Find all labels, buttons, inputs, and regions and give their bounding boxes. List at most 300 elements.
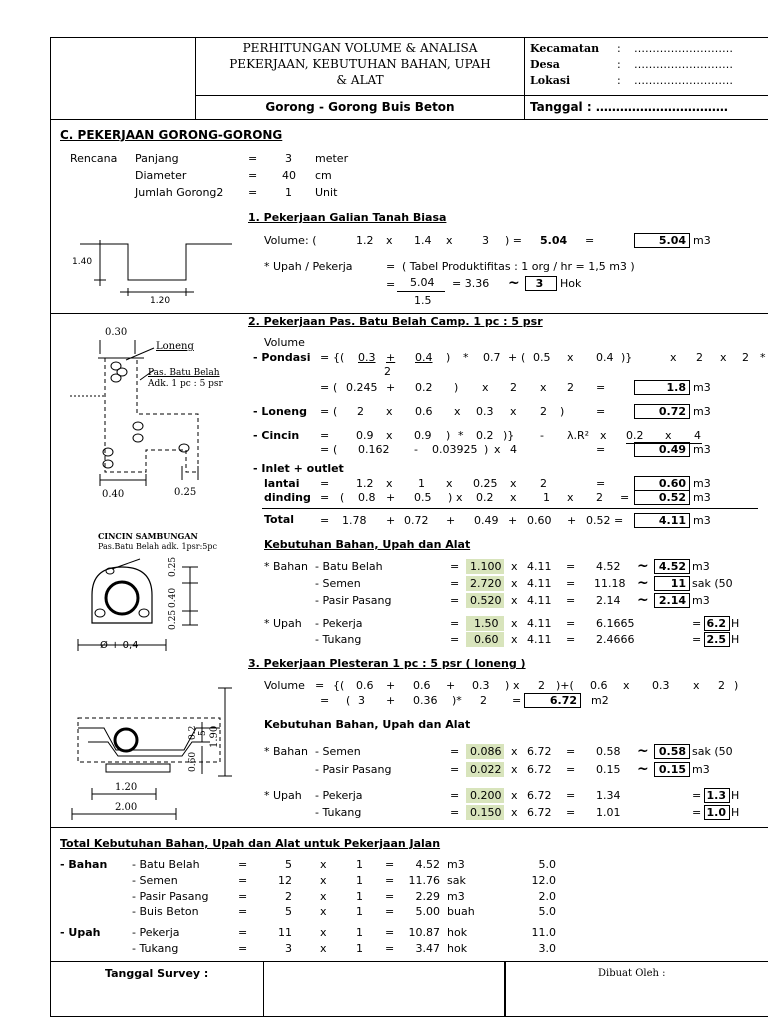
cell: 1 — [543, 491, 550, 504]
cell: - Batu Belah — [315, 560, 383, 573]
unit: Hok — [560, 277, 582, 290]
cell: + — [386, 491, 396, 504]
s1-tabel: ( Tabel Produktifitas : 1 org / hr = 1,5 m3 ) — [402, 260, 635, 273]
cell: 0.022 — [470, 763, 502, 776]
cell: 0.3 — [472, 679, 490, 692]
cell: 0.60 — [474, 633, 499, 646]
cell: x — [665, 429, 672, 442]
result-box: 2.5 — [704, 632, 730, 647]
s1-hok-box: 3 — [525, 276, 557, 291]
title-line-3: & ALAT — [336, 73, 384, 87]
lantai-result: 0.60 — [634, 476, 690, 491]
cell: = — [566, 560, 576, 573]
cell: 2 — [480, 694, 487, 707]
cell: x — [623, 679, 630, 692]
cell: 10.87 — [408, 926, 440, 939]
cell: 1.50 — [474, 617, 499, 630]
rencana-name: Panjang — [135, 152, 179, 165]
cell: + — [508, 514, 518, 527]
cell: ( — [333, 381, 338, 394]
cell: 3 — [482, 234, 489, 247]
cell: - Buis Beton — [132, 905, 199, 918]
desa-value[interactable]: ……………………… — [634, 58, 733, 71]
cell: {( — [333, 679, 345, 692]
eq: = — [248, 186, 258, 199]
dim-label: 0.2 — [188, 725, 198, 740]
dim-label: 0.25 — [174, 487, 197, 498]
cell: = — [566, 789, 576, 802]
cell: 12 — [278, 874, 292, 887]
rencana-name: Jumlah Gorong2 — [135, 186, 224, 199]
lokasi-value[interactable]: ……………………… — [634, 74, 733, 87]
cell: ) = — [505, 234, 523, 247]
cell: = — [450, 560, 460, 573]
cell: - — [540, 429, 544, 442]
cell: 0.6 — [415, 405, 433, 418]
rencana-unit: Unit — [315, 186, 338, 199]
cell: = — [315, 679, 325, 692]
cell: 4.11 — [527, 594, 552, 607]
cell: 6.1665 — [596, 617, 635, 630]
cell: = — [512, 694, 522, 707]
cell: )} — [503, 429, 515, 442]
cell: 5.00 — [415, 905, 440, 918]
cell: = — [320, 491, 330, 504]
cell: - Semen — [315, 577, 361, 590]
cell: 6.72 — [527, 745, 552, 758]
result-box: 0.15 — [654, 762, 690, 777]
cell: x — [511, 806, 518, 819]
cell: 0.086 — [470, 745, 502, 758]
cell: 11.0 — [531, 926, 556, 939]
cell: x — [446, 234, 453, 247]
dim-label: 1.90 — [209, 725, 220, 748]
cell: 1 — [356, 890, 363, 903]
colon: : — [617, 74, 621, 87]
row-label: dinding — [264, 491, 311, 504]
cell: 1.2 — [356, 477, 374, 490]
cell: 0.7 — [483, 351, 501, 364]
cell: 0.58 — [596, 745, 621, 758]
cell: 0.6 — [413, 679, 431, 692]
cell: ( — [333, 443, 338, 456]
cell: 4.11 — [527, 560, 552, 573]
cell: x — [511, 633, 518, 646]
cell: 1 — [356, 858, 363, 871]
row-label: lantai — [264, 477, 300, 490]
desa-label: Desa — [530, 58, 560, 71]
cell: ( — [346, 694, 351, 707]
dinding-result: 0.52 — [634, 490, 690, 505]
cell: x — [386, 429, 393, 442]
cell: x — [482, 381, 489, 394]
result-box: 6.2 — [704, 616, 730, 631]
tilde: ~ — [637, 575, 649, 591]
cell: ) — [446, 351, 451, 364]
total-bahan-label: - Bahan — [60, 858, 108, 871]
cell: hok — [447, 942, 468, 955]
cell: 2 — [718, 679, 725, 692]
dim-label: 0.60 — [188, 751, 198, 772]
cell: 0.25 — [473, 477, 498, 490]
cell: 3 — [358, 694, 365, 707]
cell: = — [692, 806, 702, 819]
cell: 4.11 — [527, 577, 552, 590]
cell: 1.2 — [356, 234, 374, 247]
result-box: 2.14 — [654, 593, 690, 608]
dim-label: 0.30 — [105, 327, 128, 338]
cell: x — [600, 429, 607, 442]
tilde: ~ — [637, 558, 649, 574]
dim-label: 0.40 — [168, 587, 178, 608]
cell: x — [511, 560, 518, 573]
cell: = — [692, 633, 702, 646]
cell: - — [414, 443, 418, 456]
unit: sak (50 — [692, 577, 733, 590]
cell: sak — [447, 874, 466, 887]
cell: Volume — [264, 234, 305, 247]
cell: 12.0 — [531, 874, 556, 887]
cell: Volume — [264, 679, 305, 692]
cell: + — [446, 514, 456, 527]
cell: ) — [484, 443, 489, 456]
cell: = — [450, 577, 460, 590]
cell: 1.01 — [596, 806, 621, 819]
upah-label: * Upah — [264, 789, 302, 802]
row-label: Total — [264, 513, 295, 526]
cell: x — [567, 491, 574, 504]
unit: m3 — [693, 443, 711, 456]
cell: = — [566, 617, 576, 630]
cell: x — [511, 577, 518, 590]
cell: = — [566, 745, 576, 758]
row-label: - Inlet + outlet — [253, 462, 344, 475]
cell: 0.3 — [358, 351, 376, 364]
cell: + — [567, 514, 577, 527]
cell: 0.3 — [652, 679, 670, 692]
rencana-value: 1 — [285, 186, 292, 199]
cell: m3 — [447, 858, 465, 871]
cell: x — [511, 745, 518, 758]
tanggal-field[interactable]: Tanggal : …………………………… — [530, 100, 728, 114]
cell: 4.52 — [415, 858, 440, 871]
total-result: 4.11 — [634, 513, 690, 528]
cell: 0.5 — [533, 351, 551, 364]
cell: 2 — [540, 477, 547, 490]
buis-beton-figure — [60, 680, 240, 820]
rencana-label: Rencana — [70, 152, 118, 165]
cell: - Pekerja — [315, 789, 363, 802]
dim-label: Adk. 1 pc : 5 psr — [148, 379, 223, 389]
cell: = — [596, 405, 606, 418]
cell: x — [386, 477, 393, 490]
title-line-1: PERHITUNGAN VOLUME & ANALISA — [242, 41, 478, 55]
cell: x — [386, 405, 393, 418]
cell: 11.18 — [594, 577, 626, 590]
cell: - Pekerja — [315, 617, 363, 630]
loneng-result: 0.72 — [634, 404, 690, 419]
cell: 0.6 — [356, 679, 374, 692]
cell: x — [511, 789, 518, 802]
pondasi-result: 1.8 — [634, 380, 690, 395]
unit: m3 — [692, 594, 710, 607]
cell: x — [386, 234, 393, 247]
cell: 0.49 — [474, 514, 499, 527]
cell: 4.52 — [596, 560, 621, 573]
cell: = — [450, 617, 460, 630]
tilde: ~ — [637, 592, 649, 608]
cell: 6.72 — [527, 763, 552, 776]
cell: ) — [446, 429, 451, 442]
tilde: ~ — [508, 275, 520, 291]
unit: H — [731, 806, 740, 819]
survey-date-label: Tanggal Survey : — [105, 967, 209, 980]
cell: 5.0 — [538, 858, 556, 871]
cell: 2.14 — [596, 594, 621, 607]
cell: + — [386, 679, 396, 692]
cell: x — [320, 858, 327, 871]
cell: x — [670, 351, 677, 364]
cell: 0.200 — [470, 789, 502, 802]
cincin-result: 0.49 — [634, 442, 690, 457]
unit: m3 — [693, 381, 711, 394]
cell: x — [511, 594, 518, 607]
s2-volume: Volume — [264, 336, 305, 349]
cell: = — [596, 381, 606, 394]
unit: m3 — [693, 477, 711, 490]
cell: = — [450, 806, 460, 819]
cell: + — [446, 679, 456, 692]
cell: 1 — [356, 926, 363, 939]
cell: 0.36 — [413, 694, 438, 707]
cell: buah — [447, 905, 475, 918]
cell: x — [693, 679, 700, 692]
cell: x — [494, 443, 501, 456]
cell: 2 — [540, 405, 547, 418]
cell: hok — [447, 926, 468, 939]
cell: 3.47 — [415, 942, 440, 955]
cell: {( — [333, 351, 345, 364]
dim-label: Loneng — [156, 341, 194, 352]
cell: - Pekerja — [132, 926, 180, 939]
galian-trench-figure — [60, 236, 200, 306]
cell: 0.72 — [404, 514, 429, 527]
cell: x — [320, 874, 327, 887]
cell: 1 — [356, 942, 363, 955]
cell: 0.162 — [358, 443, 390, 456]
cell: 2 — [538, 679, 545, 692]
cell: = — [320, 381, 330, 394]
cell: 4.11 — [527, 617, 552, 630]
cell: x — [511, 617, 518, 630]
cell: = — [238, 942, 248, 955]
s1-upah-label: * Upah / Pekerja — [264, 260, 353, 273]
cell: 3.0 — [538, 942, 556, 955]
cell: 0.03925 — [432, 443, 478, 456]
cell: = — [450, 789, 460, 802]
cell: 0.15 — [596, 763, 621, 776]
cell: + — [386, 381, 396, 394]
cell: )* — [452, 694, 462, 707]
cell: = — [596, 443, 606, 456]
cell: 2 — [357, 405, 364, 418]
cell: = — [320, 477, 330, 490]
cell: = — [566, 577, 576, 590]
eq: = — [386, 260, 396, 273]
cell: = — [566, 594, 576, 607]
cell: = — [450, 594, 460, 607]
s1-title: 1. Pekerjaan Galian Tanah Biasa — [248, 211, 447, 224]
unit: H — [731, 633, 740, 646]
cell: x — [540, 381, 547, 394]
cell: = — [320, 351, 330, 364]
unit: H — [731, 789, 740, 802]
cell: x — [567, 351, 574, 364]
cell: 0.60 — [527, 514, 552, 527]
cell: = — [585, 234, 595, 247]
cell: 0.9 — [356, 429, 374, 442]
cell: 0.52 = — [586, 514, 624, 527]
figure-caption: Pas.Batu Belah adk. 1psr:5pc — [98, 542, 217, 551]
bahan-label: * Bahan — [264, 745, 308, 758]
cell: 0.6 — [590, 679, 608, 692]
dim-label: 1.40 — [72, 257, 93, 267]
cell: = — [450, 763, 460, 776]
fraction-num: 5.04 — [410, 276, 435, 289]
cell: 2.4666 — [596, 633, 635, 646]
title-line-2: PEKERJAAN, KEBUTUHAN BAHAN, UPAH — [229, 57, 491, 71]
cell: x — [320, 905, 327, 918]
unit: m3 — [692, 560, 710, 573]
dim-label: Pas. Batu Belah — [148, 368, 220, 378]
cell: + — [386, 514, 396, 527]
rencana-unit: cm — [315, 169, 332, 182]
cincin-figure — [70, 555, 210, 655]
fraction-result: = 3.36 — [452, 277, 490, 290]
cell: 2.720 — [470, 577, 502, 590]
cell: x — [446, 477, 453, 490]
row-label: - Loneng — [253, 405, 307, 418]
cell: 1.34 — [596, 789, 621, 802]
lokasi-label: Lokasi — [530, 74, 571, 87]
cell: 0.520 — [470, 594, 502, 607]
cell: x — [320, 890, 327, 903]
cell: 2 — [567, 381, 574, 394]
cell: 5.04 — [540, 234, 568, 247]
cell: λ.R² — [567, 429, 590, 442]
cell: 1 — [356, 905, 363, 918]
cell: - Pasir Pasang — [315, 594, 392, 607]
cell: ( — [521, 351, 526, 364]
fraction-den: 1.5 — [414, 294, 432, 307]
cell: = — [385, 890, 395, 903]
cell: 6.72 — [527, 789, 552, 802]
cell: 2.0 — [538, 890, 556, 903]
eq: = — [248, 152, 258, 165]
cell: = — [692, 617, 702, 630]
cell: 11.76 — [408, 874, 440, 887]
cell: = — [238, 926, 248, 939]
cell: 1 — [418, 477, 425, 490]
kecamatan-label: Kecamatan — [530, 42, 600, 55]
dim-label: 1.20 — [115, 782, 138, 793]
row-label: - Cincin — [253, 429, 300, 442]
cell: = — [385, 926, 395, 939]
cell: ) — [560, 405, 565, 418]
cell: - Semen — [315, 745, 361, 758]
rencana-value: 40 — [282, 169, 296, 182]
figure-caption: CINCIN SAMBUNGAN — [98, 531, 198, 541]
upah-label: * Upah — [264, 617, 302, 630]
cell: = — [620, 491, 630, 504]
result-box: 1.0 — [704, 805, 730, 820]
cell: 2 — [596, 491, 603, 504]
rencana-name: Diameter — [135, 169, 187, 182]
loneng-section-figure — [60, 340, 210, 500]
cell: - Tukang — [315, 633, 362, 646]
cell: 0.2 — [415, 381, 433, 394]
cell: 5.0 — [538, 905, 556, 918]
result-box: 4.52 — [654, 559, 690, 574]
cell: = — [320, 514, 330, 527]
cell: = — [566, 763, 576, 776]
s2-title: 2. Pekerjaan Pas. Batu Belah Camp. 1 pc : 5 psr — [248, 315, 543, 328]
cell: 1.4 — [414, 234, 432, 247]
total-upah-label: - Upah — [60, 926, 101, 939]
cell: = — [385, 942, 395, 955]
s3-title: 3. Pekerjaan Plesteran 1 pc : 5 psr ( loneng ) — [248, 657, 526, 670]
dim-label: 1.20 — [150, 296, 171, 306]
kecamatan-value[interactable]: ……………………… — [634, 42, 733, 55]
cell: 1.100 — [470, 560, 502, 573]
s3-kebutuhan-title: Kebutuhan Bahan, Upah dan Alat — [264, 718, 471, 731]
unit: H — [731, 617, 740, 630]
cell: )+( — [556, 679, 574, 692]
cell: ) — [454, 381, 459, 394]
cell: * — [463, 351, 469, 364]
cell: - Tukang — [315, 806, 362, 819]
cell: 0.4 — [596, 351, 614, 364]
cell: x — [510, 491, 517, 504]
cell: 5 — [285, 905, 292, 918]
colon: : — [617, 42, 621, 55]
s3-volume-result: 6.72 — [524, 693, 581, 708]
cell: - Pasir Pasang — [132, 890, 209, 903]
cell: 0.245 — [346, 381, 378, 394]
cell: 0.9 — [414, 429, 432, 442]
cell: x — [320, 926, 327, 939]
report-subtitle: Gorong - Gorong Buis Beton — [265, 100, 455, 114]
cell: ( — [333, 405, 338, 418]
unit: m3 — [693, 491, 711, 504]
cell: = — [320, 405, 330, 418]
cell: = — [596, 477, 606, 490]
cell: x — [510, 477, 517, 490]
colon: : — [617, 58, 621, 71]
result-box: 11 — [654, 576, 690, 591]
eq: = — [386, 278, 396, 291]
cell: 11 — [278, 926, 292, 939]
cell: 5 — [285, 858, 292, 871]
cell: - Semen — [132, 874, 178, 887]
cell: = — [238, 905, 248, 918]
cell: = — [692, 789, 702, 802]
cell: 4.11 — [527, 633, 552, 646]
result-box: 1.3 — [704, 788, 730, 803]
cell: 0.3 — [476, 405, 494, 418]
dim-label: Ø + 0,4 — [100, 640, 139, 651]
cell: 6.72 — [527, 806, 552, 819]
